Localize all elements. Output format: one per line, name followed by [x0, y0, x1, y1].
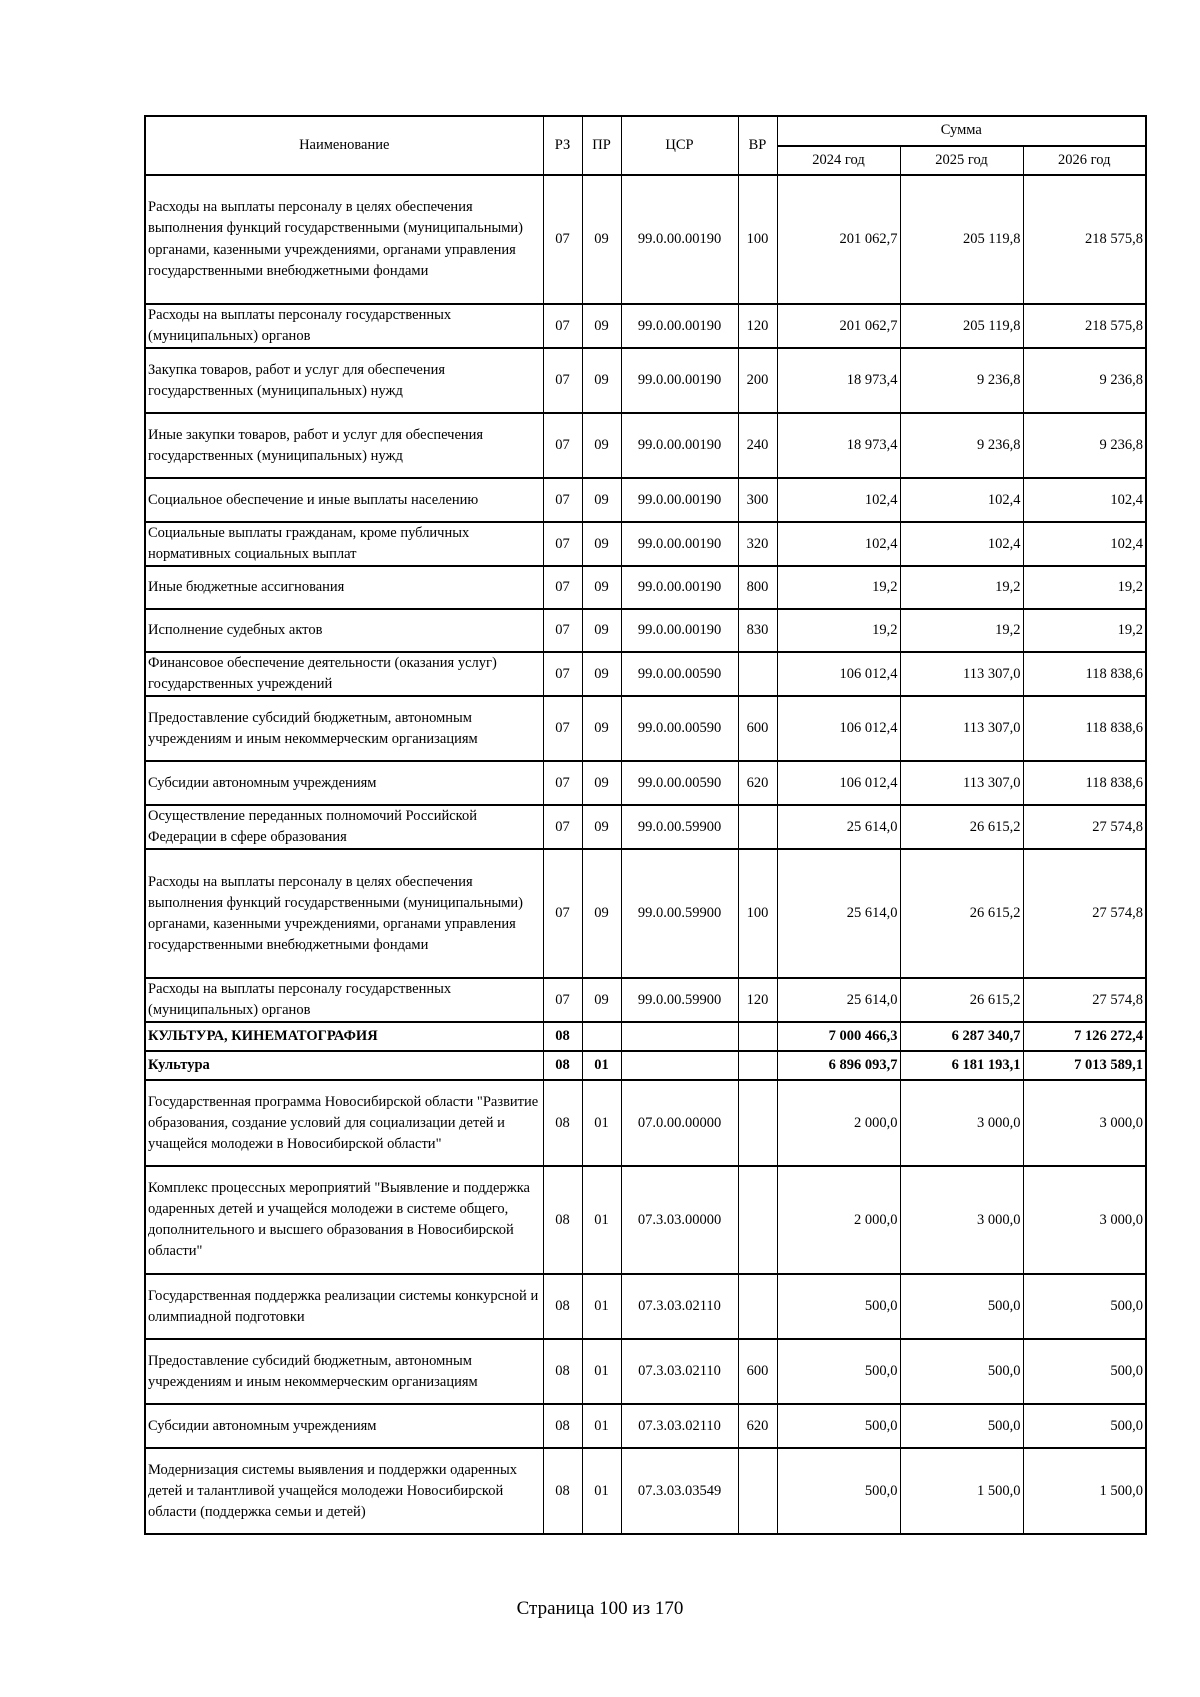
- row-sum-2024: 201 062,7: [777, 175, 900, 304]
- row-csr: [621, 1051, 738, 1080]
- row-pr: 09: [582, 304, 621, 348]
- row-sum-2024: 25 614,0: [777, 805, 900, 849]
- row-rz: 07: [543, 652, 582, 696]
- row-rz: 08: [543, 1022, 582, 1051]
- row-sum-2026: 500,0: [1023, 1339, 1146, 1404]
- row-sum-2024: 7 000 466,3: [777, 1022, 900, 1051]
- row-csr: 99.0.00.00190: [621, 522, 738, 566]
- row-sum-2026: 218 575,8: [1023, 175, 1146, 304]
- row-sum-2026: 3 000,0: [1023, 1166, 1146, 1274]
- row-sum-2024: 201 062,7: [777, 304, 900, 348]
- table-row: [145, 805, 1146, 849]
- row-sum-2024: 102,4: [777, 478, 900, 522]
- row-rz: 07: [543, 849, 582, 978]
- row-sum-2026: 19,2: [1023, 566, 1146, 609]
- row-pr: 09: [582, 609, 621, 652]
- table-row: [145, 478, 1146, 522]
- row-vr: 620: [738, 1404, 777, 1448]
- row-rz: 08: [543, 1404, 582, 1448]
- row-csr: 99.0.00.00590: [621, 696, 738, 761]
- row-csr: 99.0.00.00190: [621, 566, 738, 609]
- row-name: Предоставление субсидий бюджетным, автономным учреждениям и иным некоммерческим организациям: [145, 696, 543, 761]
- row-csr: 07.3.03.03549: [621, 1448, 738, 1534]
- row-name: Расходы на выплаты персоналу в целях обеспечения выполнения функций государственными (муниципальными) органами, казенными учреждениями, органами управления государственными внебюджетными фондами: [145, 849, 543, 978]
- row-sum-2024: 25 614,0: [777, 849, 900, 978]
- row-csr: 99.0.00.00190: [621, 348, 738, 413]
- row-sum-2025: 113 307,0: [900, 696, 1023, 761]
- table-row: [145, 304, 1146, 348]
- table-row: [145, 978, 1146, 1022]
- row-pr: 09: [582, 978, 621, 1022]
- row-vr: 240: [738, 413, 777, 478]
- row-sum-2026: 102,4: [1023, 522, 1146, 566]
- row-pr: 09: [582, 413, 621, 478]
- header-rz: РЗ: [543, 116, 582, 175]
- row-csr: 99.0.00.59900: [621, 805, 738, 849]
- row-csr: 99.0.00.00190: [621, 304, 738, 348]
- row-sum-2024: 18 973,4: [777, 413, 900, 478]
- row-vr: 600: [738, 1339, 777, 1404]
- row-name: Государственная программа Новосибирской области "Развитие образования, создание условий для социализации детей и учащейся молодежи в Новосибирской области": [145, 1080, 543, 1166]
- row-sum-2026: 27 574,8: [1023, 978, 1146, 1022]
- row-sum-2025: 500,0: [900, 1339, 1023, 1404]
- row-sum-2025: 500,0: [900, 1404, 1023, 1448]
- row-rz: 07: [543, 175, 582, 304]
- row-name: Предоставление субсидий бюджетным, автономным учреждениям и иным некоммерческим организациям: [145, 1339, 543, 1404]
- row-name: Культура: [145, 1051, 543, 1080]
- row-sum-2025: 26 615,2: [900, 978, 1023, 1022]
- row-sum-2024: 500,0: [777, 1274, 900, 1339]
- row-sum-2025: 19,2: [900, 609, 1023, 652]
- row-sum-2026: 500,0: [1023, 1404, 1146, 1448]
- row-name: Комплекс процессных мероприятий "Выявление и поддержка одаренных детей и учащейся молодежи в системе общего, дополнительного и высшего образования в Новосибирской области": [145, 1166, 543, 1274]
- row-sum-2026: 102,4: [1023, 478, 1146, 522]
- row-csr: 99.0.00.00190: [621, 609, 738, 652]
- row-name: Иные бюджетные ассигнования: [145, 566, 543, 609]
- table-row: [145, 566, 1146, 609]
- row-pr: 01: [582, 1404, 621, 1448]
- row-pr: 09: [582, 696, 621, 761]
- row-name: Расходы на выплаты персоналу в целях обеспечения выполнения функций государственными (муниципальными) органами, казенными учреждениями, органами управления государственными внебюджетными фондами: [145, 175, 543, 304]
- row-pr: 09: [582, 805, 621, 849]
- row-csr: 99.0.00.59900: [621, 978, 738, 1022]
- row-pr: 09: [582, 348, 621, 413]
- row-name: Расходы на выплаты персоналу государственных (муниципальных) органов: [145, 304, 543, 348]
- row-pr: 09: [582, 761, 621, 805]
- table-row: [145, 849, 1146, 978]
- row-sum-2024: 25 614,0: [777, 978, 900, 1022]
- row-vr: 200: [738, 348, 777, 413]
- row-sum-2025: 9 236,8: [900, 348, 1023, 413]
- row-sum-2025: 113 307,0: [900, 761, 1023, 805]
- table-header: [145, 116, 1146, 175]
- row-sum-2024: 2 000,0: [777, 1080, 900, 1166]
- row-name: Государственная поддержка реализации системы конкурсной и олимпиадной подготовки: [145, 1274, 543, 1339]
- row-rz: 07: [543, 478, 582, 522]
- table-row: [145, 652, 1146, 696]
- row-pr: 01: [582, 1166, 621, 1274]
- row-sum-2025: 205 119,8: [900, 304, 1023, 348]
- row-rz: 07: [543, 978, 582, 1022]
- row-vr: [738, 1051, 777, 1080]
- row-rz: 07: [543, 413, 582, 478]
- row-vr: [738, 805, 777, 849]
- row-name: Социальное обеспечение и иные выплаты населению: [145, 478, 543, 522]
- row-csr: 99.0.00.00590: [621, 652, 738, 696]
- row-name: Осуществление переданных полномочий Российской Федерации в сфере образования: [145, 805, 543, 849]
- row-name: КУЛЬТУРА, КИНЕМАТОГРАФИЯ: [145, 1022, 543, 1051]
- row-pr: 01: [582, 1051, 621, 1080]
- row-pr: 09: [582, 849, 621, 978]
- row-vr: 120: [738, 304, 777, 348]
- row-vr: 120: [738, 978, 777, 1022]
- row-pr: 09: [582, 175, 621, 304]
- row-rz: 07: [543, 696, 582, 761]
- row-pr: 01: [582, 1448, 621, 1534]
- row-vr: 100: [738, 175, 777, 304]
- row-csr: 99.0.00.00190: [621, 478, 738, 522]
- row-csr: [621, 1022, 738, 1051]
- row-vr: [738, 1022, 777, 1051]
- row-vr: 600: [738, 696, 777, 761]
- row-sum-2025: 1 500,0: [900, 1448, 1023, 1534]
- row-sum-2024: 102,4: [777, 522, 900, 566]
- row-name: Субсидии автономным учреждениям: [145, 761, 543, 805]
- table-row: [145, 522, 1146, 566]
- table-row: [145, 175, 1146, 304]
- row-sum-2025: 19,2: [900, 566, 1023, 609]
- row-pr: 01: [582, 1274, 621, 1339]
- row-vr: 800: [738, 566, 777, 609]
- row-rz: 08: [543, 1274, 582, 1339]
- row-vr: 300: [738, 478, 777, 522]
- row-sum-2025: 102,4: [900, 478, 1023, 522]
- row-rz: 07: [543, 761, 582, 805]
- row-sum-2024: 18 973,4: [777, 348, 900, 413]
- row-sum-2026: 7 126 272,4: [1023, 1022, 1146, 1051]
- row-rz: 08: [543, 1448, 582, 1534]
- row-vr: [738, 1448, 777, 1534]
- row-csr: 07.0.00.00000: [621, 1080, 738, 1166]
- row-name: Субсидии автономным учреждениям: [145, 1404, 543, 1448]
- row-name: Финансовое обеспечение деятельности (оказания услуг) государственных учреждений: [145, 652, 543, 696]
- row-sum-2024: 106 012,4: [777, 652, 900, 696]
- row-sum-2026: 19,2: [1023, 609, 1146, 652]
- row-sum-2025: 3 000,0: [900, 1080, 1023, 1166]
- row-vr: [738, 1080, 777, 1166]
- row-sum-2024: 19,2: [777, 566, 900, 609]
- row-name: Иные закупки товаров, работ и услуг для обеспечения государственных (муниципальных) нужд: [145, 413, 543, 478]
- row-rz: 08: [543, 1080, 582, 1166]
- header-year: 2025 год: [900, 146, 1023, 175]
- table-body: [145, 175, 1146, 1534]
- table-row: [145, 348, 1146, 413]
- row-sum-2025: 3 000,0: [900, 1166, 1023, 1274]
- row-vr: 100: [738, 849, 777, 978]
- row-sum-2025: 26 615,2: [900, 805, 1023, 849]
- row-sum-2026: 218 575,8: [1023, 304, 1146, 348]
- row-rz: 08: [543, 1339, 582, 1404]
- row-csr: 99.0.00.00590: [621, 761, 738, 805]
- row-sum-2024: 106 012,4: [777, 696, 900, 761]
- row-sum-2024: 500,0: [777, 1448, 900, 1534]
- budget-table: [144, 115, 1147, 1535]
- row-csr: 99.0.00.00190: [621, 413, 738, 478]
- table-row: [145, 696, 1146, 761]
- row-rz: 07: [543, 522, 582, 566]
- row-name: Расходы на выплаты персоналу государственных (муниципальных) органов: [145, 978, 543, 1022]
- row-vr: [738, 652, 777, 696]
- row-csr: 07.3.03.00000: [621, 1166, 738, 1274]
- row-sum-2026: 27 574,8: [1023, 849, 1146, 978]
- row-pr: [582, 1022, 621, 1051]
- row-rz: 07: [543, 348, 582, 413]
- row-pr: 09: [582, 522, 621, 566]
- table-row: [145, 609, 1146, 652]
- row-sum-2025: 500,0: [900, 1274, 1023, 1339]
- row-csr: 99.0.00.00190: [621, 175, 738, 304]
- table-row: [145, 1404, 1146, 1448]
- row-vr: 620: [738, 761, 777, 805]
- row-sum-2025: 113 307,0: [900, 652, 1023, 696]
- row-pr: 01: [582, 1339, 621, 1404]
- row-rz: 08: [543, 1051, 582, 1080]
- row-sum-2026: 27 574,8: [1023, 805, 1146, 849]
- row-sum-2024: 106 012,4: [777, 761, 900, 805]
- row-rz: 08: [543, 1166, 582, 1274]
- row-name: Исполнение судебных актов: [145, 609, 543, 652]
- row-csr: 07.3.03.02110: [621, 1274, 738, 1339]
- row-csr: 07.3.03.02110: [621, 1404, 738, 1448]
- table-row: [145, 1339, 1146, 1404]
- table-row: [145, 1080, 1146, 1166]
- row-sum-2026: 1 500,0: [1023, 1448, 1146, 1534]
- header-name: Наименование: [145, 116, 543, 175]
- row-pr: 09: [582, 652, 621, 696]
- row-sum-2026: 118 838,6: [1023, 761, 1146, 805]
- row-sum-2024: 19,2: [777, 609, 900, 652]
- row-rz: 07: [543, 304, 582, 348]
- row-sum-2026: 118 838,6: [1023, 696, 1146, 761]
- row-sum-2026: 9 236,8: [1023, 348, 1146, 413]
- table-row: [145, 1448, 1146, 1534]
- row-sum-2026: 500,0: [1023, 1274, 1146, 1339]
- row-rz: 07: [543, 805, 582, 849]
- row-sum-2025: 205 119,8: [900, 175, 1023, 304]
- row-sum-2024: 500,0: [777, 1339, 900, 1404]
- table-row: [145, 1166, 1146, 1274]
- row-pr: 09: [582, 566, 621, 609]
- row-sum-2026: 9 236,8: [1023, 413, 1146, 478]
- row-pr: 01: [582, 1080, 621, 1166]
- row-vr: [738, 1274, 777, 1339]
- header-sum: Сумма: [777, 116, 1146, 146]
- row-sum-2025: 9 236,8: [900, 413, 1023, 478]
- row-sum-2024: 500,0: [777, 1404, 900, 1448]
- header-year: 2024 год: [777, 146, 900, 175]
- row-sum-2025: 6 181 193,1: [900, 1051, 1023, 1080]
- table-row: [145, 413, 1146, 478]
- row-vr: [738, 1166, 777, 1274]
- row-sum-2026: 3 000,0: [1023, 1080, 1146, 1166]
- table-row: [145, 1274, 1146, 1339]
- table-row: [145, 1022, 1146, 1051]
- row-sum-2024: 2 000,0: [777, 1166, 900, 1274]
- row-vr: 830: [738, 609, 777, 652]
- row-name: Модернизация системы выявления и поддержки одаренных детей и талантливой учащейся молодежи Новосибирской области (поддержка семьи и детей): [145, 1448, 543, 1534]
- table-row: [145, 761, 1146, 805]
- page-number: Страница 100 из 170: [516, 1598, 684, 1619]
- header-vr: ВР: [738, 116, 777, 175]
- row-sum-2024: 6 896 093,7: [777, 1051, 900, 1080]
- row-pr: 09: [582, 478, 621, 522]
- row-vr: 320: [738, 522, 777, 566]
- header-year: 2026 год: [1023, 146, 1146, 175]
- header-csr: ЦСР: [621, 116, 738, 175]
- row-sum-2025: 6 287 340,7: [900, 1022, 1023, 1051]
- row-csr: 07.3.03.02110: [621, 1339, 738, 1404]
- header-pr: ПР: [582, 116, 621, 175]
- row-sum-2025: 102,4: [900, 522, 1023, 566]
- row-name: Социальные выплаты гражданам, кроме публичных нормативных социальных выплат: [145, 522, 543, 566]
- row-csr: 99.0.00.59900: [621, 849, 738, 978]
- row-sum-2026: 118 838,6: [1023, 652, 1146, 696]
- row-rz: 07: [543, 609, 582, 652]
- row-rz: 07: [543, 566, 582, 609]
- row-sum-2025: 26 615,2: [900, 849, 1023, 978]
- row-sum-2026: 7 013 589,1: [1023, 1051, 1146, 1080]
- table-row: [145, 1051, 1146, 1080]
- row-name: Закупка товаров, работ и услуг для обеспечения государственных (муниципальных) нужд: [145, 348, 543, 413]
